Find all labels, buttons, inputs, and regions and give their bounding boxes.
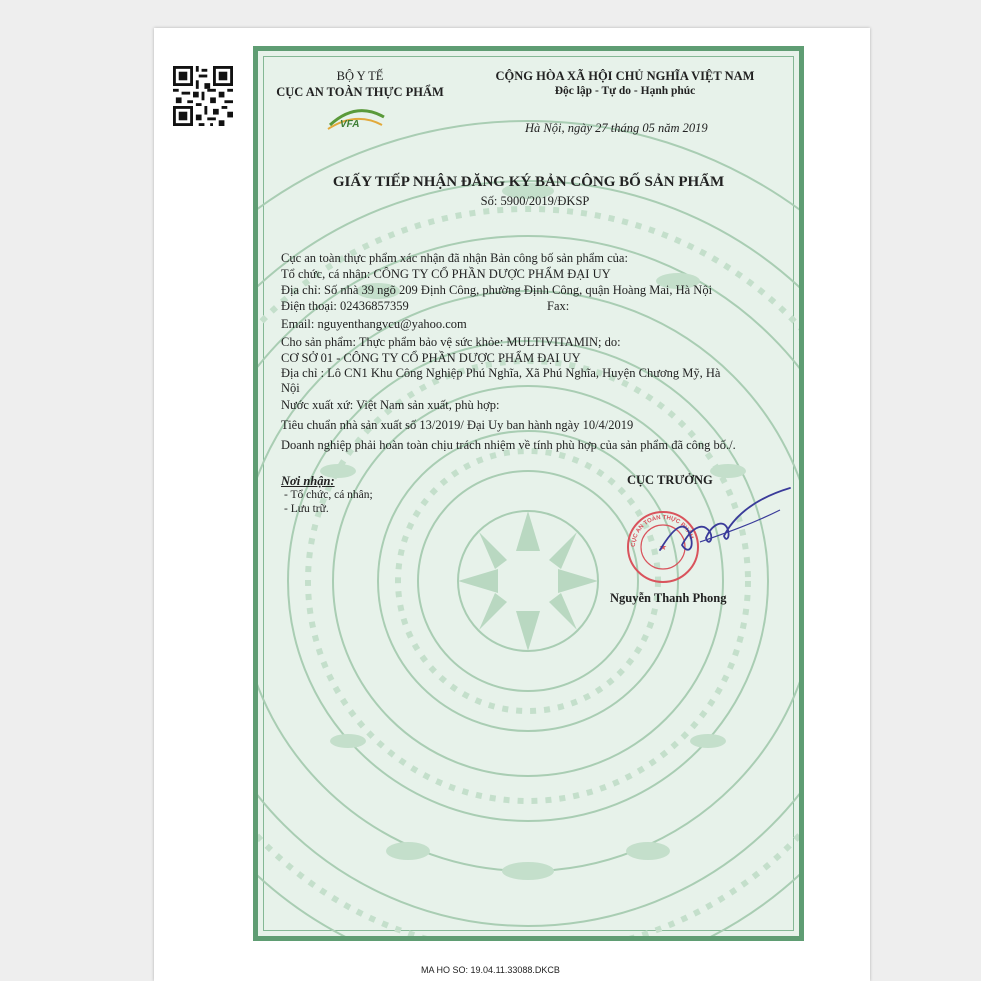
svg-text:★: ★ [658, 542, 668, 552]
qr-code [172, 66, 234, 126]
document-title: GIẤY TIẾP NHẬN ĐĂNG KÝ BẢN CÔNG BỐ SẢN PHẨM [332, 174, 725, 190]
body-line: Cục an toàn thực phẩm xác nhận đã nhận Bản công bố sản phẩm của: [281, 251, 628, 265]
body-line: Địa chỉ: Số nhà 39 ngõ 209 Định Công, phường Định Công, quận Hoàng Mai, Hà Nội [281, 283, 713, 297]
handwritten-signature [640, 480, 800, 570]
vfa-logo [326, 97, 386, 137]
ministry-name: BỘ Y TẾ [336, 69, 384, 83]
agency-name: CỤC AN TOÀN THỰC PHẨM [276, 85, 444, 99]
stamp-text: CỤC AN TOÀN THỰC PHẨM [630, 514, 694, 548]
signer-title: CỤC TRƯỞNG [627, 473, 713, 487]
signer-name: Nguyễn Thanh Phong [610, 591, 727, 605]
date-line: Hà Nội, ngày 27 tháng 05 năm 2019 [525, 121, 708, 135]
body-line: CƠ SỞ 01 - CÔNG TY CỔ PHẦN DƯỢC PHẨM ĐẠI UY [281, 351, 581, 365]
fax-label: Fax: [547, 299, 570, 313]
dossier-code: MA HO SO: 19.04.11.33088.DKCB [421, 965, 560, 975]
body-line: Doanh nghiệp phải hoàn toàn chịu trách nhiệm về tính phù hợp của sản phẩm đã công bố./. [281, 438, 736, 452]
body-line: Email: nguyenthangvcu@yahoo.com [281, 317, 467, 331]
recipient-item: - Tổ chức, cá nhân; [284, 489, 373, 501]
body-line: Điện thoại: 02436857359 [281, 299, 409, 313]
body-line: Địa chỉ : Lô CN1 Khu Công Nghiệp Phú Nghĩa, Xã Phú Nghĩa, Huyện Chương Mỹ, Hà [281, 366, 721, 380]
motto: Độc lập - Tự do - Hạnh phúc [554, 85, 696, 97]
vfa-logo-text: VFA [340, 119, 360, 130]
recipients-heading: Nơi nhận: [281, 474, 335, 488]
recipient-item: - Lưu trữ. [284, 503, 329, 515]
country-name: CỘNG HÒA XÃ HỘI CHỦ NGHĨA VIỆT NAM [495, 69, 755, 83]
body-line: Cho sản phẩm: Thực phẩm bảo vệ sức khỏe: MULTIVITAMIN; do: [281, 335, 621, 349]
body-line: Nội [281, 381, 300, 395]
body-line: Tổ chức, cá nhân: CÔNG TY CỔ PHẦN DƯỢC PHẨM ĐẠI UY [281, 267, 611, 281]
body-line: Tiêu chuẩn nhà sản xuất số 13/2019/ Đại Uy ban hành ngày 10/4/2019 [281, 418, 634, 432]
body-line: Nước xuất xứ: Việt Nam sản xuất, phù hợp: [281, 398, 500, 412]
document-number: Số: 5900/2019/ĐKSP [480, 194, 590, 208]
